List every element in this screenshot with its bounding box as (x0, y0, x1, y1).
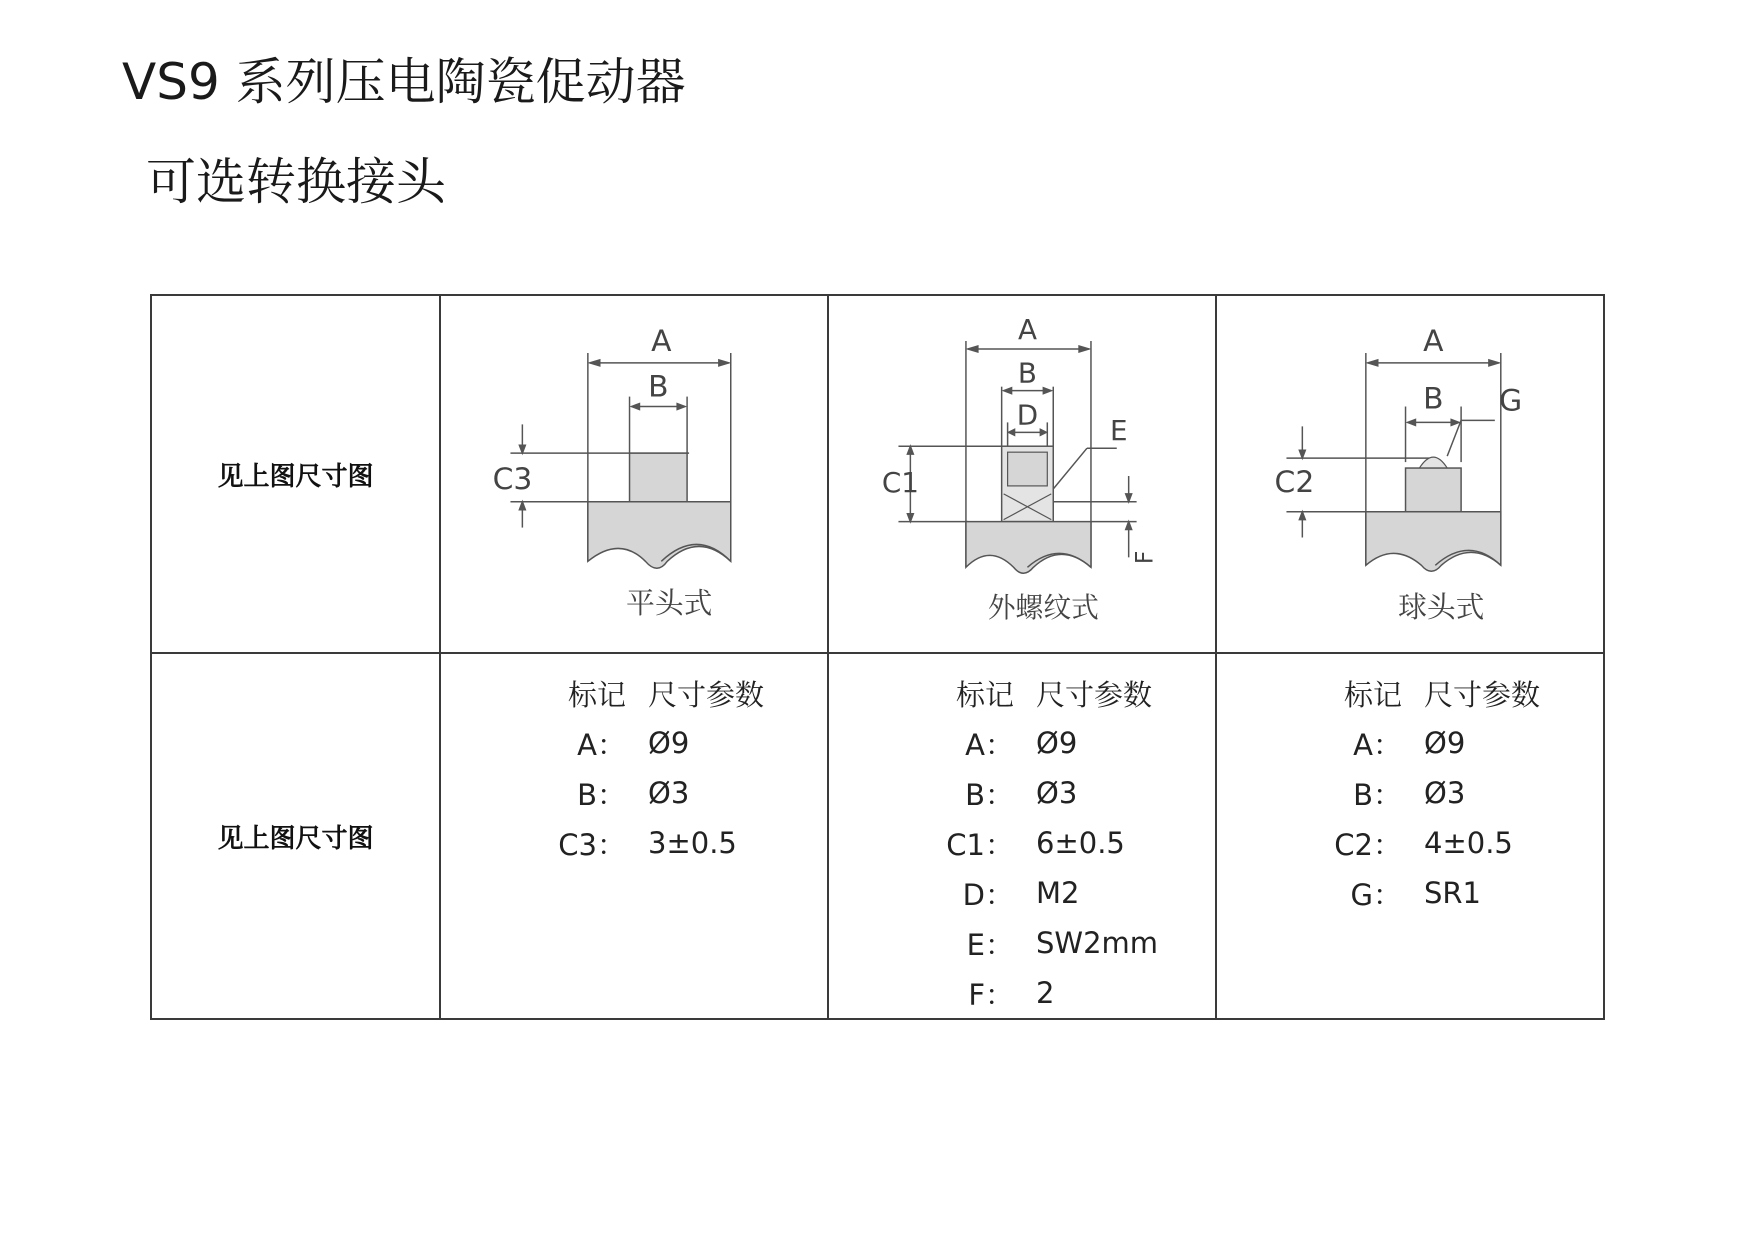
param-key: B： (965, 777, 1014, 812)
flat-head-params-cell (440, 653, 828, 1019)
thread-dim-b-label: B (1017, 356, 1037, 390)
ball-head-params-cell (1216, 653, 1604, 1019)
param-key: B： (1353, 777, 1402, 812)
param-value: SR1 (1424, 876, 1482, 910)
param-header-mark: 标记 (1343, 677, 1402, 712)
param-row (1217, 718, 1603, 768)
flat-head-params (441, 654, 827, 868)
row-label-params: 见上图尺寸图 (151, 653, 440, 1019)
param-value: Ø3 (1424, 776, 1466, 810)
param-header-mark: 标记 (567, 677, 626, 712)
param-value: 2 (1036, 976, 1055, 1010)
param-row (441, 818, 827, 868)
param-value: Ø9 (1036, 726, 1078, 760)
param-row (829, 818, 1215, 868)
param-value: Ø9 (1424, 726, 1466, 760)
ball-head-diagram-cell (1216, 295, 1604, 653)
param-row (829, 768, 1215, 818)
flat-dim-a-label: A (651, 323, 672, 359)
adapter-spec-table (150, 294, 1605, 1020)
param-header-size: 尺寸参数 (1036, 677, 1153, 712)
page-title: VS9 系列压电陶瓷促动器 (122, 53, 686, 111)
param-key: F： (968, 977, 1014, 1012)
param-value: SW2mm (1036, 926, 1159, 960)
ball-head-caption: 球头式 (1398, 589, 1485, 624)
param-key: A： (1353, 727, 1402, 762)
param-row (829, 718, 1215, 768)
param-key: C1： (946, 827, 1014, 862)
param-key: G： (1350, 877, 1402, 912)
ball-head-params (1217, 654, 1603, 918)
ball-dim-a-label: A (1423, 323, 1444, 359)
flat-head-diagram-cell (440, 295, 828, 653)
param-row (441, 768, 827, 818)
param-key: C2： (1334, 827, 1402, 862)
thread-dim-d-label: D (1016, 398, 1039, 432)
param-row (1217, 868, 1603, 918)
param-row (1217, 768, 1603, 818)
param-key: C3： (558, 827, 626, 862)
param-value: Ø3 (648, 776, 690, 810)
external-thread-diagram (829, 296, 1215, 652)
ball-dim-c2-label: C2 (1274, 464, 1315, 500)
param-value: M2 (1036, 876, 1080, 910)
param-row (829, 918, 1215, 968)
param-header-size: 尺寸参数 (648, 677, 765, 712)
thread-dim-c1-label: C1 (881, 465, 919, 499)
param-row (829, 868, 1215, 918)
flat-head-diagram (441, 296, 827, 652)
diagram-row (151, 295, 1604, 653)
param-header (441, 668, 827, 718)
param-key: B： (577, 777, 626, 812)
param-value: Ø3 (1036, 776, 1078, 810)
row-label-diagram: 见上图尺寸图 (151, 295, 440, 653)
param-key: A： (577, 727, 626, 762)
param-key: E： (966, 927, 1014, 962)
ball-dim-b-label: B (1423, 381, 1444, 417)
params-row (151, 653, 1604, 1019)
param-value: 4±0.5 (1424, 826, 1513, 860)
param-header (829, 668, 1215, 718)
param-row (829, 968, 1215, 1018)
external-thread-caption: 外螺纹式 (987, 590, 1099, 624)
thread-dim-a-label: A (1017, 313, 1037, 347)
external-thread-diagram-cell (828, 295, 1216, 653)
section-subtitle: 可选转换接头 (146, 153, 446, 211)
param-value: 6±0.5 (1036, 826, 1125, 860)
param-key: A： (965, 727, 1014, 762)
param-header-mark: 标记 (955, 677, 1014, 712)
param-row (441, 718, 827, 768)
flat-head-caption: 平头式 (626, 585, 713, 620)
flat-dim-b-label: B (648, 369, 669, 405)
param-header (1217, 668, 1603, 718)
ball-dim-g-label: G (1499, 383, 1523, 419)
param-header-size: 尺寸参数 (1424, 677, 1541, 712)
param-value: 3±0.5 (648, 826, 737, 860)
external-thread-params-cell (828, 653, 1216, 1019)
thread-dim-f-label: F (1130, 550, 1159, 565)
thread-dim-e-label: E (1109, 414, 1128, 448)
external-thread-params (829, 654, 1215, 1018)
ball-head-diagram (1217, 296, 1603, 652)
param-key: D： (962, 877, 1014, 912)
param-row (1217, 818, 1603, 868)
param-value: Ø9 (648, 726, 690, 760)
flat-dim-c3-label: C3 (492, 461, 533, 497)
